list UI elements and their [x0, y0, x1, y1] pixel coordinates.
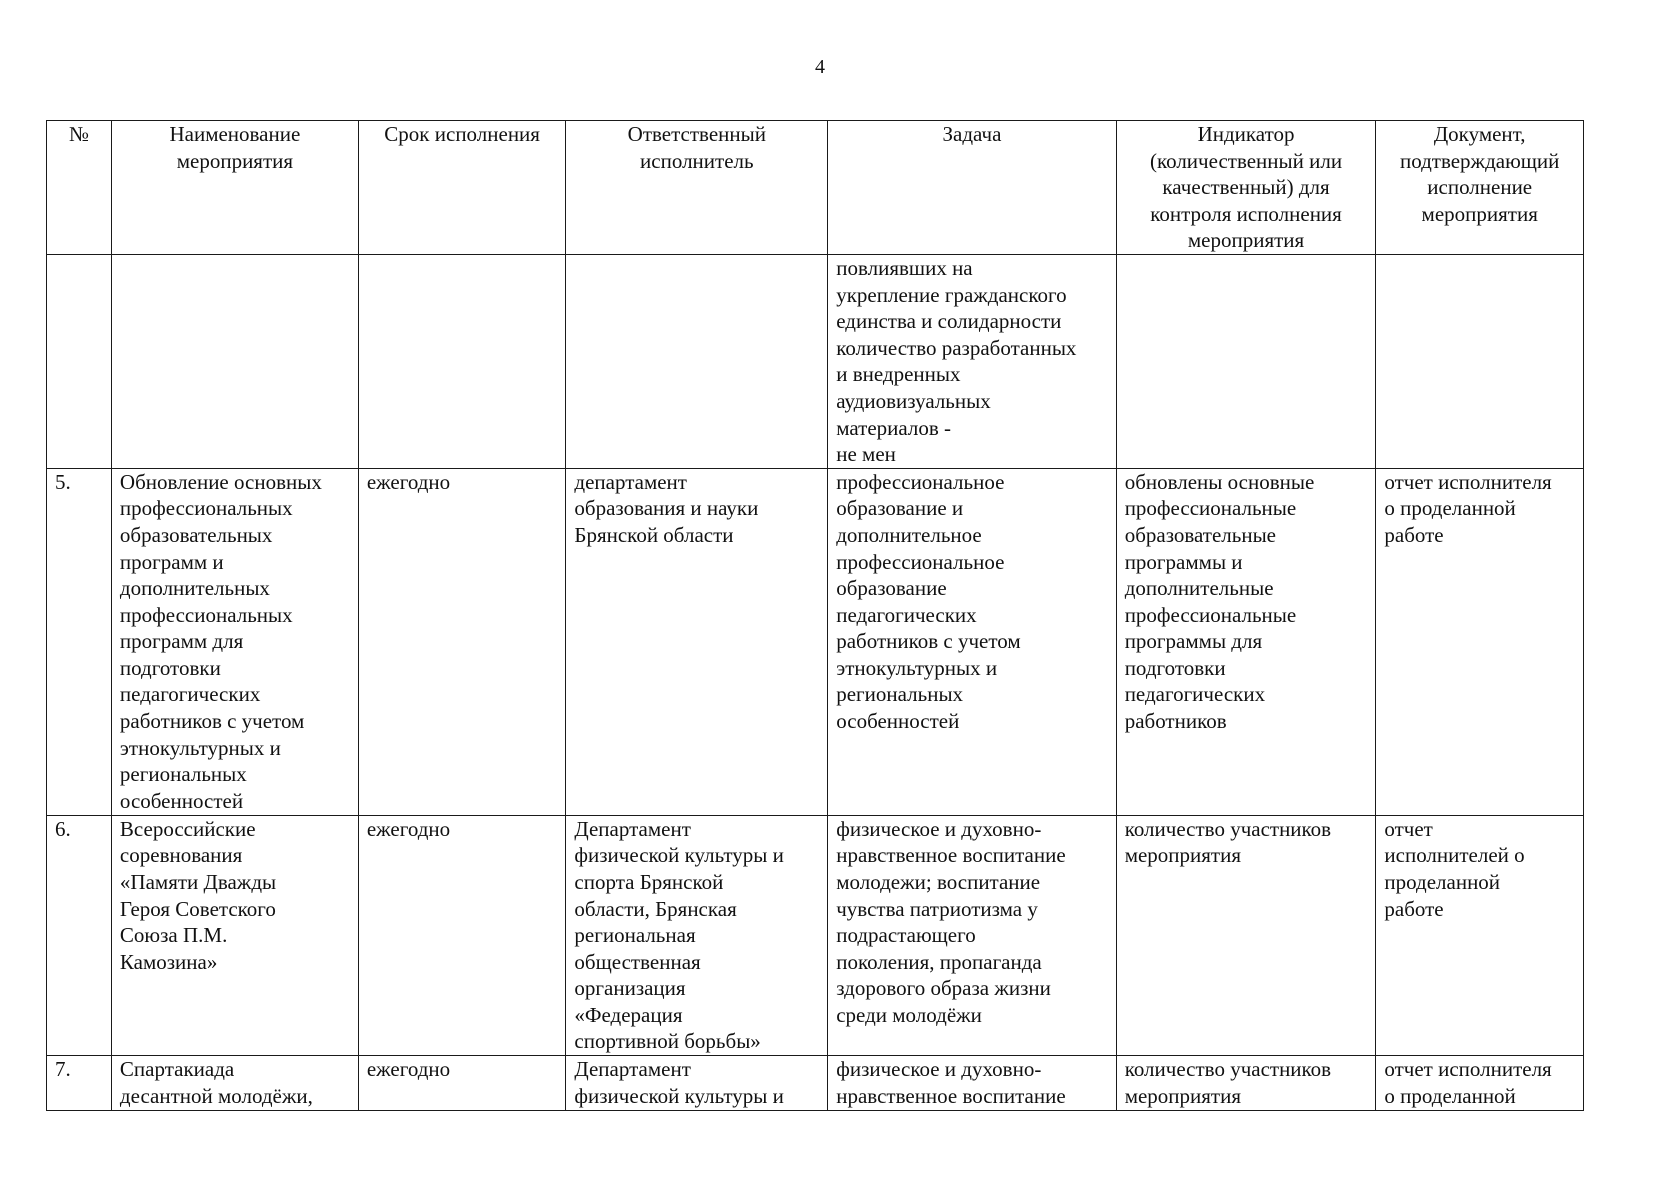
cell-indicator: [1116, 254, 1376, 468]
header-deadline: Срок исполнения: [358, 121, 566, 255]
cell-name: Всероссийские соревнования «Памяти Дважды Героя Советского Союза П.М. Камозина»: [111, 815, 358, 1055]
measures-table: [46, 120, 1584, 1111]
header-task: Задача: [828, 121, 1116, 255]
header-indicator: Индикатор (количественный или качественный) для контроля исполнения мероприятия: [1116, 121, 1376, 255]
header-number: №: [47, 121, 112, 255]
cell-number: 7.: [47, 1056, 112, 1111]
cell-indicator: обновлены основные профессиональные образовательные программы и дополнительные профессиональные программы для подготовки педагогических работников: [1116, 468, 1376, 815]
table-header-row: [47, 121, 1584, 255]
table-row: [47, 254, 1584, 468]
cell-indicator: количество участников мероприятия: [1116, 1056, 1376, 1111]
cell-task: физическое и духовно- нравственное воспитание: [828, 1056, 1116, 1111]
cell-task: физическое и духовно- нравственное воспитание молодежи; воспитание чувства патриотизма у подрастающего поколения, пропаганда здорового образа жизни среди молодёжи: [828, 815, 1116, 1055]
cell-name: Обновление основных профессиональных образовательных программ и дополнительных профессиональных программ для подготовки педагогических работников с учетом этнокультурных и региональных особенностей: [111, 468, 358, 815]
cell-task: профессиональное образование и дополнительное профессиональное образование педагогических работников с учетом этнокультурных и региональных особенностей: [828, 468, 1116, 815]
cell-number: [47, 254, 112, 468]
header-name: Наименование мероприятия: [111, 121, 358, 255]
cell-responsible: Департамент физической культуры и спорта Брянской области, Брянская региональная общественная организация «Федерация спортивной борьбы»: [566, 815, 828, 1055]
cell-deadline: ежегодно: [358, 1056, 566, 1111]
cell-task: повлиявших на укрепление гражданского единства и солидарности количество разработанных и внедренных аудиовизуальных материалов - не мен: [828, 254, 1116, 468]
cell-number: 6.: [47, 815, 112, 1055]
header-responsible: Ответственный исполнитель: [566, 121, 828, 255]
page-number: 4: [815, 56, 825, 78]
cell-deadline: [358, 254, 566, 468]
cell-responsible: департамент образования и науки Брянской области: [566, 468, 828, 815]
cell-responsible: Департамент физической культуры и: [566, 1056, 828, 1111]
table-row: [47, 1056, 1584, 1111]
cell-deadline: ежегодно: [358, 815, 566, 1055]
cell-document: отчет исполнителей о проделанной работе: [1376, 815, 1584, 1055]
cell-deadline: ежегодно: [358, 468, 566, 815]
header-document: Документ, подтверждающий исполнение мероприятия: [1376, 121, 1584, 255]
cell-document: отчет исполнителя о проделанной работе: [1376, 468, 1584, 815]
table-row: [47, 468, 1584, 815]
cell-document: [1376, 254, 1584, 468]
cell-number: 5.: [47, 468, 112, 815]
cell-responsible: [566, 254, 828, 468]
table-row: [47, 815, 1584, 1055]
cell-name: [111, 254, 358, 468]
cell-indicator: количество участников мероприятия: [1116, 815, 1376, 1055]
cell-name: Спартакиада десантной молодёжи,: [111, 1056, 358, 1111]
cell-document: отчет исполнителя о проделанной: [1376, 1056, 1584, 1111]
